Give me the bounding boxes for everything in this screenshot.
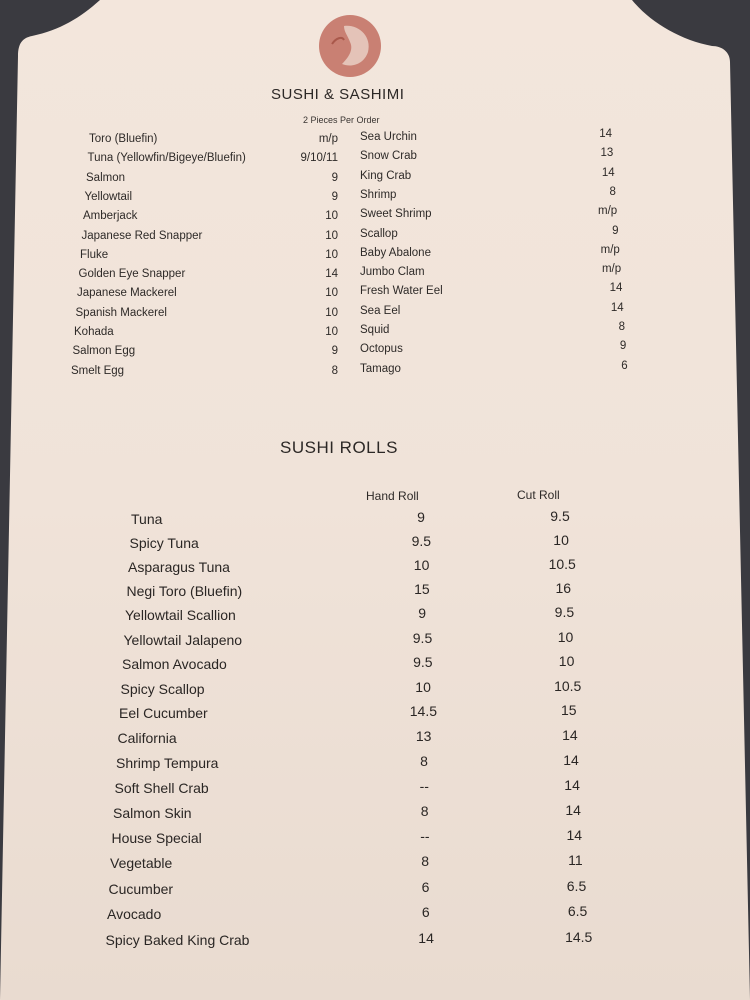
roll-cut-price: 10	[557, 628, 574, 645]
sashimi-item-name: Squid	[360, 324, 390, 336]
sashimi-item-name: Spanish Mackerel	[75, 306, 167, 319]
sashimi-item-price: 9	[612, 224, 619, 237]
sashimi-item-name: Toro (Bluefin)	[89, 133, 158, 145]
roll-hand-price: 14.5	[409, 703, 438, 720]
roll-cut-price: 14	[565, 802, 581, 818]
sashimi-item-name: Sweet Shrimp	[360, 208, 432, 221]
sashimi-item-price: 6	[621, 359, 628, 372]
sashimi-item-name: Baby Abalone	[360, 246, 431, 259]
roll-item-name: Vegetable	[110, 855, 173, 872]
roll-cut-price: 10.5	[548, 556, 576, 572]
roll-cut-price: 10	[553, 531, 569, 548]
sashimi-item-name: Salmon	[86, 171, 125, 184]
sashimi-item-name: Shrimp	[360, 188, 397, 201]
roll-item-name: Yellowtail Jalapeno	[123, 631, 243, 648]
sashimi-item-name: Japanese Red Snapper	[81, 229, 203, 242]
sashimi-item-price: 14	[325, 268, 338, 281]
roll-cut-price: 10	[558, 653, 575, 670]
roll-item-name: Salmon Avocado	[122, 656, 227, 673]
roll-cut-price: 14.5	[565, 928, 593, 945]
sashimi-item-name: Sea Eel	[360, 304, 401, 317]
roll-item-name: Eel Cucumber	[119, 705, 208, 722]
sashimi-title: SUSHI & SASHIMI	[271, 86, 405, 103]
logo-icon	[314, 14, 386, 78]
roll-item-name: Spicy Scallop	[120, 680, 205, 697]
roll-hand-price: 13	[415, 728, 432, 745]
sashimi-item-price: m/p	[318, 133, 338, 145]
roll-cut-price: 14	[563, 752, 579, 768]
sashimi-item-name: Kohada	[74, 326, 114, 338]
roll-hand-price: 15	[414, 581, 430, 598]
sashimi-item-name: Sea Urchin	[360, 131, 417, 143]
sashimi-item-price: 10	[325, 287, 338, 300]
roll-hand-price: --	[419, 777, 429, 794]
roll-cut-price: 10.5	[554, 677, 582, 694]
roll-cut-price: 14	[562, 727, 578, 744]
roll-hand-price: 8	[420, 803, 429, 819]
sashimi-item-name: Amberjack	[83, 210, 138, 223]
sashimi-item-price: 13	[600, 147, 614, 160]
sashimi-item-name: Salmon Egg	[72, 345, 136, 358]
sashimi-item-name: Golden Eye Snapper	[78, 268, 186, 281]
roll-cut-price: 14	[564, 776, 580, 793]
sashimi-item-price: 8	[331, 364, 338, 377]
roll-cut-price: 14	[566, 827, 583, 844]
sashimi-item-name: King Crab	[360, 169, 412, 182]
roll-item-name: Shrimp Tempura	[116, 755, 219, 771]
sashimi-item-name: Fluke	[80, 248, 109, 261]
roll-hand-price: 8	[421, 853, 430, 870]
sashimi-item-name: Smelt Egg	[71, 364, 125, 377]
sashimi-item-name: Jumbo Clam	[360, 266, 425, 279]
sashimi-item-name: Snow Crab	[360, 150, 417, 163]
roll-hand-price: 10	[415, 678, 431, 695]
roll-hand-price: 9.5	[412, 629, 433, 646]
roll-cut-price: 11	[568, 852, 583, 869]
sashimi-subtitle: 2 Pieces Per Order	[303, 115, 380, 125]
roll-hand-price: 6	[421, 904, 430, 921]
sashimi-item-price: 10	[325, 326, 338, 338]
sashimi-item-price: 14	[601, 166, 615, 179]
roll-item-name: Avocado	[107, 906, 162, 923]
roll-hand-price: --	[420, 828, 430, 845]
sashimi-item-price: 14	[610, 301, 624, 314]
sashimi-item-price: 9	[331, 345, 338, 358]
roll-cut-price: 6.5	[567, 903, 588, 920]
sashimi-item-name: Octopus	[360, 343, 403, 356]
sashimi-item-name: Japanese Mackerel	[77, 287, 177, 300]
roll-cut-price: 9.5	[554, 604, 575, 621]
roll-item-name: House Special	[111, 830, 202, 847]
roll-hand-price: 9.5	[413, 654, 433, 671]
roll-item-name: Asparagus Tuna	[128, 559, 230, 575]
roll-item-name: Soft Shell Crab	[114, 779, 209, 796]
roll-item-name: Spicy Baked King Crab	[105, 931, 250, 948]
hand-roll-header: Hand Roll	[366, 489, 419, 503]
roll-cut-price: 16	[555, 580, 572, 597]
sashimi-item-price: 14	[609, 282, 623, 295]
sashimi-item-price: m/p	[598, 205, 618, 218]
roll-item-name: Negi Toro (Bluefin)	[126, 583, 243, 600]
roll-hand-price: 9	[417, 509, 425, 525]
sashimi-item-name: Tuna (Yellowfin/Bigeye/Bluefin)	[87, 152, 246, 165]
roll-hand-price: 10	[413, 557, 430, 573]
sashimi-item-name: Tamago	[360, 362, 401, 375]
sashimi-item-name: Yellowtail	[84, 190, 133, 203]
sashimi-item-price: 10	[325, 210, 338, 223]
roll-cut-price: 15	[561, 702, 577, 719]
sashimi-item-price: 14	[599, 128, 612, 140]
cut-roll-header: Cut Roll	[517, 488, 560, 502]
sashimi-item-price: 9	[331, 190, 338, 203]
sashimi-item-price: 9	[619, 340, 627, 353]
roll-item-name: California	[117, 730, 177, 747]
sashimi-item-price: 8	[618, 321, 625, 333]
roll-cut-price: 9.5	[550, 508, 570, 524]
roll-hand-price: 9	[418, 605, 427, 622]
roll-hand-price: 14	[418, 929, 434, 946]
roll-item-name: Cucumber	[108, 880, 174, 897]
roll-hand-price: 9.5	[411, 532, 432, 549]
sashimi-item-price: m/p	[601, 263, 622, 276]
sashimi-item-name: Scallop	[360, 227, 398, 240]
sashimi-item-price: 10	[325, 229, 338, 242]
roll-hand-price: 6	[421, 878, 430, 895]
sashimi-item-price: 10	[325, 306, 338, 319]
roll-item-name: Salmon Skin	[113, 805, 192, 821]
sashimi-item-price: 10	[325, 248, 338, 261]
sashimi-item-name: Fresh Water Eel	[360, 285, 443, 298]
roll-cut-price: 6.5	[566, 877, 587, 894]
roll-item-name: Spicy Tuna	[129, 534, 199, 551]
sashimi-item-price: 8	[609, 185, 616, 198]
sashimi-item-price: m/p	[600, 243, 620, 256]
rolls-title: SUSHI ROLLS	[280, 438, 398, 457]
sashimi-item-price: 9/10/11	[300, 152, 338, 165]
roll-item-name: Yellowtail Scallion	[125, 607, 236, 624]
sashimi-item-price: 9	[331, 171, 338, 184]
roll-item-name: Tuna	[131, 511, 163, 527]
roll-hand-price: 8	[420, 753, 428, 769]
